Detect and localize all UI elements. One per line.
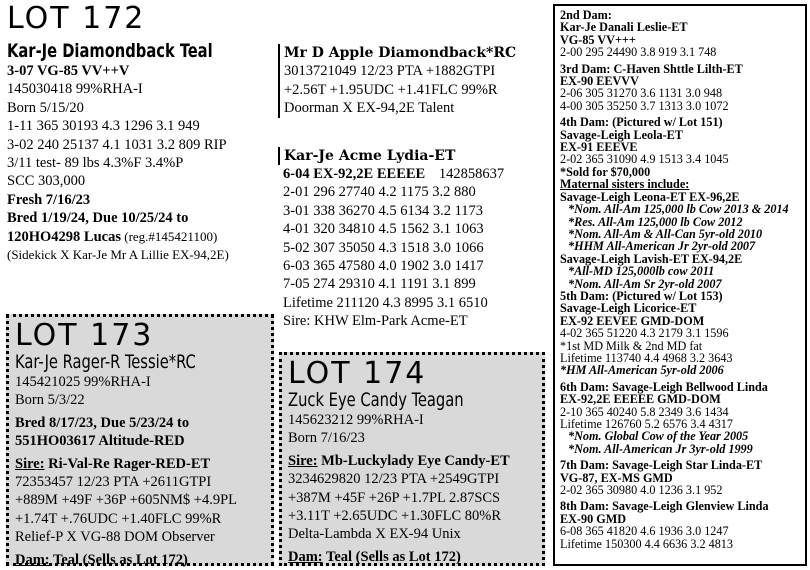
lot-173-dam-label: Dam: bbox=[15, 551, 50, 568]
pedigree-line: Savage-Leigh Leona-ET EX-96,2E bbox=[560, 189, 740, 204]
dam-record-line: 7-05 274 29310 4.1 1191 3.1 899 bbox=[283, 276, 476, 293]
pedigree-line: *Res. All-Am 125,000 lb Cow 2012 bbox=[568, 214, 743, 229]
pedigree-line: 2-00 295 24490 3.8 919 3.1 748 bbox=[560, 45, 717, 60]
lot-172-detail-line: 145030418 99%RHA-I bbox=[7, 81, 143, 98]
pedigree-line: *Nom. All-Am & All-Can 5yr-old 2010 bbox=[568, 226, 763, 241]
lot-172-detail-line: 3-07 VG-85 VV++V bbox=[7, 63, 130, 79]
pedigree-line: 6th Dam: Savage-Leigh Bellwood Linda bbox=[560, 379, 768, 394]
lot-174-sire-details bbox=[288, 470, 536, 544]
pedigree-line: *Nom. All-American Jr 3yr-old 1999 bbox=[568, 441, 753, 456]
pedigree-line: EX-90 EEVVV bbox=[560, 74, 639, 89]
maternal-pedigree-lines bbox=[560, 9, 800, 550]
pedigree-line: 5th Dam: (Pictured w/ Lot 153) bbox=[560, 288, 723, 303]
lot-174-dam-line bbox=[288, 548, 536, 566]
lot-174-sire-detail-line: +387M +45F +26P +1.7PL 2.87SCS bbox=[288, 489, 501, 506]
lot-174-sire-label: Sire: bbox=[288, 452, 318, 469]
pedigree-line: Savage-Leigh Leola-ET bbox=[560, 127, 683, 142]
lot-174-dam-text: Teal (Sells as Lot 172) bbox=[322, 548, 461, 565]
lot-172-detail-line: 3/11 test- 89 lbs 4.3%F 3.4%P bbox=[7, 155, 184, 172]
lot-174-sire-line bbox=[288, 452, 536, 470]
lot-174-sire-detail-line: Delta-Lambda X EX-94 Unix bbox=[288, 526, 461, 543]
lot-173-sire-detail-line: Relief-P X VG-88 DOM Observer bbox=[15, 529, 215, 546]
lot-173-sire-label: Sire: bbox=[15, 455, 45, 472]
lot-173-bred: Bred 8/17/23, Due 5/23/24 to bbox=[15, 414, 190, 431]
lot-173-service-sire: 551HO03617 Altitude-RED bbox=[15, 433, 185, 450]
lot-173-sire-detail-line: 72353457 12/23 PTA +2611GTPI bbox=[15, 474, 212, 491]
pedigree-line: VG-87, EX-MS GMD bbox=[560, 470, 673, 485]
dam-record-line: 2-01 296 27740 4.2 1175 3.2 880 bbox=[283, 184, 476, 201]
sire-detail-line: 3013721049 12/23 PTA +1882GTPI bbox=[284, 63, 496, 80]
lot-172-title: LOT 172 bbox=[7, 1, 146, 36]
dam-record-line: Lifetime 211120 4.3 8995 3.1 6510 bbox=[283, 294, 488, 311]
lot-172-detail-line: Bred 1/19/24, Due 10/25/24 to bbox=[7, 210, 189, 227]
pedigree-line: Maternal sisters include: bbox=[560, 177, 690, 192]
dam-record-line: 3-01 338 36270 4.5 6134 3.2 1173 bbox=[283, 202, 484, 219]
lot-174-title: LOT 174 bbox=[288, 356, 427, 391]
pedigree-line: Lifetime 150300 4.4 6636 3.2 4813 bbox=[560, 536, 733, 551]
pedigree-line: 2-10 365 40240 5.8 2349 3.6 1434 bbox=[560, 404, 729, 419]
lot-172-detail-line: SCC 303,000 bbox=[7, 173, 86, 190]
pedigree-line: Lifetime 113740 4.4 4968 3.2 3643 bbox=[560, 350, 733, 365]
dam-record-line: 5-02 307 35050 4.3 1518 3.0 1066 bbox=[283, 239, 484, 256]
pedigree-line: VG-85 VV+++ bbox=[560, 32, 636, 47]
pedigree-line: 7th Dam: Savage-Leigh Star Linda-ET bbox=[560, 458, 763, 473]
pedigree-line: EX-91 EEEVE bbox=[560, 140, 638, 155]
pedigree-line: EX-92,2E EEEEE GMD-DOM bbox=[560, 392, 721, 407]
lot-173-title: LOT 173 bbox=[15, 318, 154, 353]
dam-class-line bbox=[283, 165, 553, 183]
dam-records bbox=[283, 183, 553, 312]
lot-173-dam-text: Teal (Sells as Lot 172) bbox=[49, 551, 188, 568]
lot-172-pedigree: (Sidekick X Kar-Je Mr A Lillie EX-94,2E) bbox=[7, 247, 229, 263]
dam-sire: Sire: KHW Elm-Park Acme-ET bbox=[283, 313, 468, 330]
pedigree-line: 4-00 305 35250 3.7 1313 3.0 1072 bbox=[560, 98, 729, 113]
lot-172-detail-line: Born 5/15/20 bbox=[7, 99, 84, 116]
pedigree-line: Savage-Leigh Licorice-ET bbox=[560, 301, 697, 316]
pedigree-line: *All-MD 125,000lb cow 2011 bbox=[568, 264, 715, 279]
lot-174-born: Born 7/16/23 bbox=[288, 430, 365, 447]
pedigree-line: *HHM All-American Jr 2yr-old 2007 bbox=[568, 239, 756, 254]
pedigree-line: 2-02 365 30980 4.0 1236 3.1 952 bbox=[560, 483, 723, 498]
lot-173-sire-detail-line: +889M +49F +36P +605NM$ +4.9PL bbox=[15, 492, 238, 509]
sire-name: Mr D Apple Diamondback*RC bbox=[284, 45, 517, 61]
sire-block bbox=[278, 44, 554, 118]
pedigree-line: Savage-Leigh Lavish-ET EX-94,2E bbox=[560, 251, 743, 266]
lot-173-born: Born 5/3/22 bbox=[15, 392, 85, 409]
dam-record-line: 6-03 365 47580 4.0 1902 3.0 1417 bbox=[283, 258, 484, 275]
dam-block bbox=[278, 147, 554, 165]
dam-reg: 142858637 bbox=[438, 166, 505, 182]
lot-173-section bbox=[6, 314, 274, 566]
lot-172-detail-line: 1-11 365 30193 4.3 1296 3.1 949 bbox=[7, 118, 200, 135]
lot-174-reg: 145623212 99%RHA-I bbox=[288, 412, 424, 428]
pedigree-line: 3rd Dam: C-Haven Shttle Lilth-ET bbox=[560, 61, 743, 76]
lot-173-sire-name: Ri-Val-Re Rager-RED-ET bbox=[44, 455, 211, 472]
pedigree-line: *Sold for $70,000 bbox=[560, 164, 651, 179]
lot-172-sire-code: 120HO4298 Lucas bbox=[7, 228, 121, 245]
pedigree-line: EX-90 GMD bbox=[560, 511, 627, 526]
pedigree-line: *HM All-American 5yr-old 2006 bbox=[560, 363, 724, 378]
pedigree-line: EX-92 EEVEE GMD-DOM bbox=[560, 313, 705, 328]
lot-172-details bbox=[7, 62, 277, 228]
pedigree-line: *Nom. All-Am Sr 2yr-old 2007 bbox=[568, 276, 722, 291]
lot-173-sire-line bbox=[15, 455, 265, 473]
lot-174-dam-label: Dam: bbox=[288, 548, 323, 565]
lot-174-cow-name: Zuck Eye Candy Teagan bbox=[288, 389, 464, 411]
pedigree-line: 2nd Dam: bbox=[560, 8, 612, 22]
lot-173-dam-line bbox=[15, 551, 265, 569]
lot-173-reg: 145421025 99%RHA-I bbox=[15, 374, 151, 390]
pedigree-line: Kar-Je Danali Leslie-ET bbox=[560, 20, 688, 35]
pedigree-line: *Nom. All-Am 125,000 lb Cow 2013 & 2014 bbox=[568, 202, 789, 217]
dam-classification: 6-04 EX-92,2E EEEEE bbox=[283, 166, 426, 182]
pedigree-line: *Nom. Global Cow of the Year 2005 bbox=[568, 429, 749, 444]
lot-172-detail-line: 3-02 240 25137 4.1 1031 3.2 809 RIP bbox=[7, 136, 227, 153]
lot-173-sire-detail-line: +1.74T +.76UDC +1.40FLC 99%R bbox=[15, 510, 222, 527]
lot-173-cow-name: Kar-Je Rager-R Tessie*RC bbox=[15, 351, 196, 373]
lot-174-sire-name: Mb-Luckylady Eye Candy-ET bbox=[317, 452, 510, 469]
dam-name: Kar-Je Acme Lydia-ET bbox=[284, 148, 456, 164]
pedigree-line: 6-08 365 41820 4.6 1936 3.0 1247 bbox=[560, 524, 729, 539]
lot-173-sire-details bbox=[15, 473, 265, 547]
lot-172-sire-reg: (reg.#145421100) bbox=[121, 228, 218, 244]
pedigree-line: 4th Dam: (Pictured w/ Lot 151) bbox=[560, 115, 723, 130]
sire-detail-line: +2.56T +1.95UDC +1.41FLC 99%R bbox=[284, 81, 498, 98]
pedigree-line: 4-02 365 51220 4.3 2179 3.1 1596 bbox=[560, 326, 729, 341]
lot-172-section bbox=[7, 1, 277, 264]
pedigree-line: Lifetime 126760 5.2 6576 3.4 4317 bbox=[560, 417, 733, 431]
lot-174-sire-detail-line: 3234629820 12/23 PTA +2549GTPI bbox=[288, 471, 500, 488]
lot-174-section bbox=[279, 352, 545, 566]
dam-details bbox=[283, 165, 553, 331]
lot-172-service-sire bbox=[7, 228, 277, 246]
sire-details bbox=[284, 62, 554, 117]
lot-172-detail-line: Fresh 7/16/23 bbox=[7, 191, 91, 208]
pedigree-line: 2-06 305 31270 3.6 1131 3.0 948 bbox=[560, 86, 723, 101]
lot-174-sire-detail-line: +3.11T +2.65UDC +1.30FLC 80%R bbox=[288, 508, 502, 525]
lot-172-cow-name: Kar-Je Diamondback Teal bbox=[7, 40, 213, 62]
sire-detail-line: Doorman X EX-94,2E Talent bbox=[284, 100, 455, 117]
pedigree-line: 8th Dam: Savage-Leigh Glenview Linda bbox=[560, 499, 769, 514]
pedigree-line: 2-02 365 31090 4.9 1513 3.4 1045 bbox=[560, 152, 729, 167]
dam-record-line: 4-01 320 34810 4.5 1562 3.1 1063 bbox=[283, 221, 484, 238]
maternal-pedigree-box bbox=[553, 4, 807, 566]
pedigree-line: *1st MD Milk & 2nd MD fat bbox=[560, 338, 703, 353]
